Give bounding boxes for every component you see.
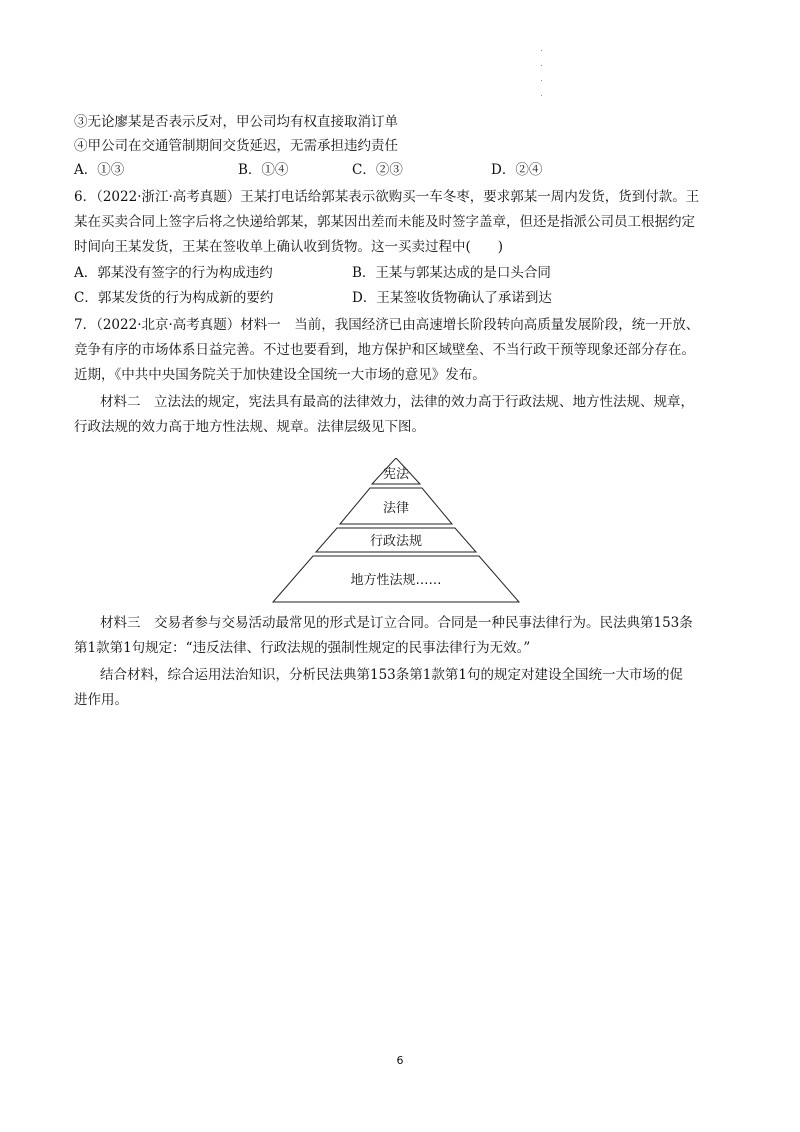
q6-option-b: B．王某与郭某达成的是口头合同	[352, 265, 551, 281]
q7-task-line-2: 进作用。	[74, 692, 128, 708]
q7-material-1-line-1: 7．（2022·北京·高考真题）材料一 当前，我国经济已由高速增长阶段转向高质量发展阶段，统一开放、	[74, 317, 700, 333]
law-hierarchy-pyramid	[270, 458, 522, 608]
pyramid-label-local-regulation: 地方性法规……	[350, 573, 442, 588]
q6-option-d: D．王某签收货物确认了承诺到达	[352, 290, 552, 306]
q6-stem-line-2: 某在买卖合同上签字后将之快递给郭某，郭某因出差而未能及时签字盖章，但还是指派公司员工根据约定	[74, 214, 695, 230]
page-number: 6	[396, 1054, 404, 1067]
pyramid-label-law: 法律	[382, 501, 410, 516]
q7-material-1-line-3: 近期，《中共中央国务院关于加快建设全国统一大市场的意见》发布。	[74, 367, 486, 383]
q7-material-3-line-2: 第1款第1句规定：“违反法律、行政法规的强制性规定的民事法律行为无效。”	[74, 640, 531, 656]
option-line-4: ④甲公司在交通管制期间交货延迟，无需承担违约责任	[74, 138, 398, 154]
q5-option-a: A．①③	[74, 162, 125, 178]
q6-option-a: A．郭某没有签字的行为构成违约	[74, 265, 273, 281]
q7-material-2-line-2: 行政法规的效力高于地方性法规、规章。法律层级见下图。	[74, 419, 425, 435]
q7-task-line-1: 结合材料，综合运用法治知识，分析民法典第153条第1款第1句的规定对建设全国统一大市场的促	[100, 667, 683, 683]
q5-option-d: D．②④	[491, 162, 543, 178]
q6-option-c: C．郭某发货的行为构成新的要约	[74, 290, 274, 306]
q7-material-1-line-2: 竞争有序的市场体系日益完善。不过也要看到，地方保护和区域壁垒、不当行政干预等现象还部分存在。	[74, 342, 695, 358]
margin-marks	[541, 50, 545, 110]
q6-stem-line-3: 时间向王某发货，王某在签收单上确认收到货物。这一买卖过程中( )	[74, 239, 504, 255]
q5-option-c: C．②③	[352, 162, 403, 178]
q7-material-2-line-1: 材料二 立法法的规定，宪法具有最高的法律效力，法律的效力高于行政法规、地方性法规、规章，	[100, 394, 694, 410]
q5-option-b: B．①④	[238, 162, 289, 178]
q7-material-3-line-1: 材料三 交易者参与交易活动最常见的形式是订立合同。合同是一种民事法律行为。民法典第153条	[100, 615, 693, 631]
q6-stem-line-1: 6．（2022·浙江·高考真题）王某打电话给郭某表示欲购买一车冬枣，要求郭某一周内发货，货到付款。王	[74, 189, 700, 205]
pyramid-label-constitution: 宪法	[382, 467, 410, 482]
pyramid-label-admin-regulation: 行政法规	[369, 534, 423, 549]
option-line-3: ③无论廖某是否表示反对，甲公司均有权直接取消订单	[74, 114, 398, 130]
